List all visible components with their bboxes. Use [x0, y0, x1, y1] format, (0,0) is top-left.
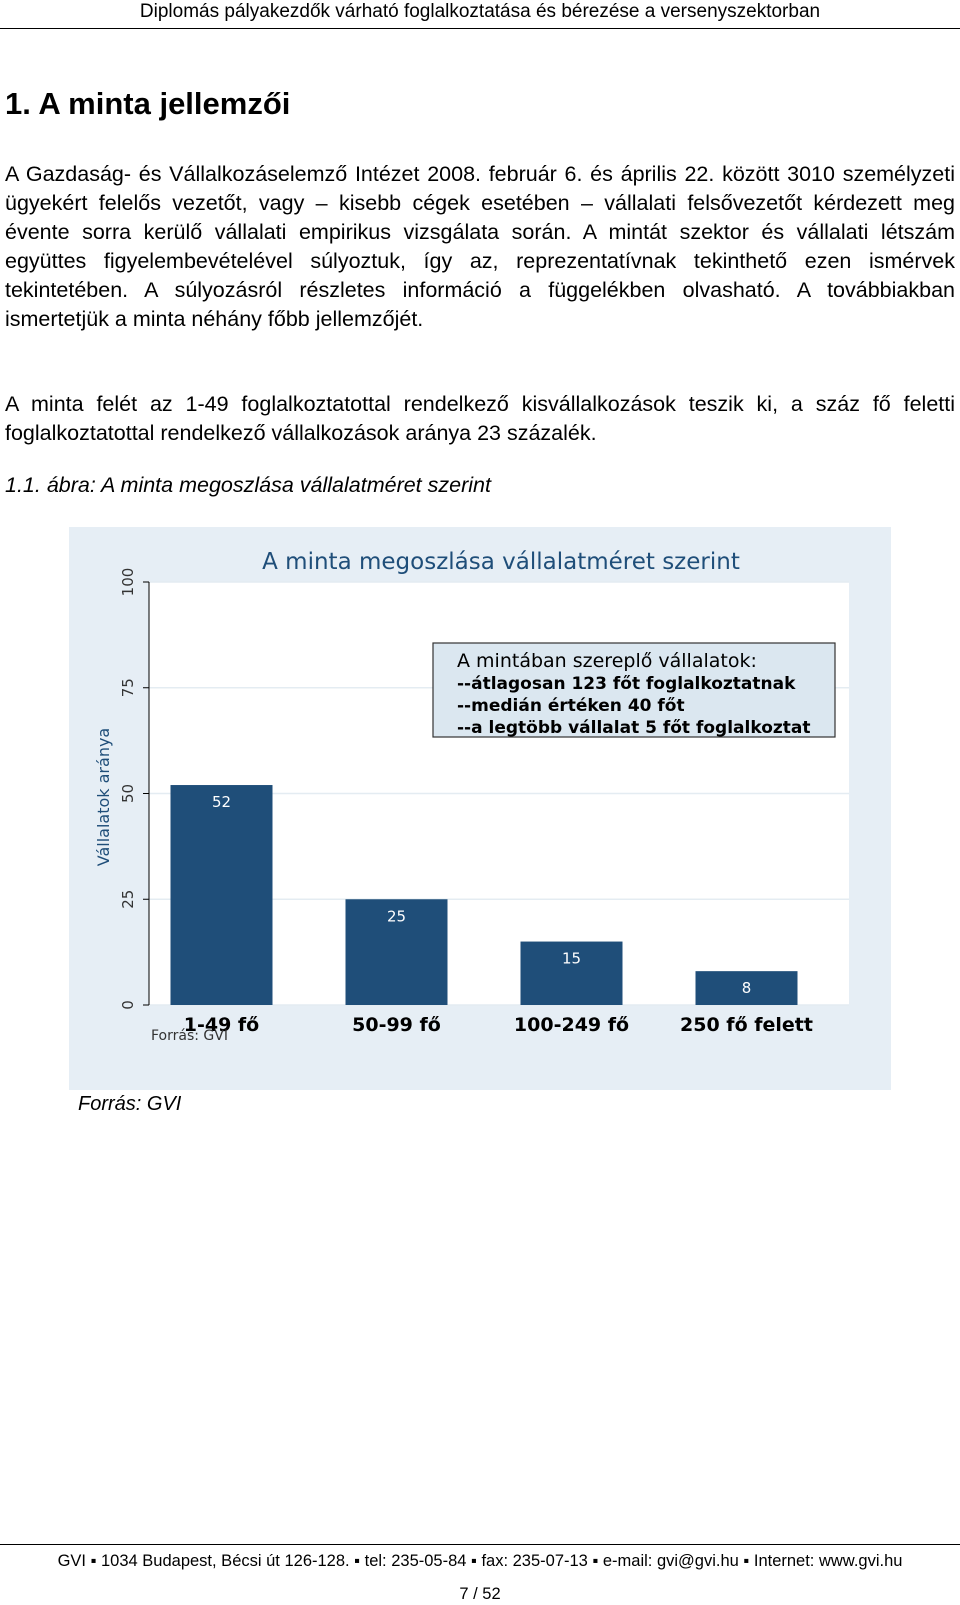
bar-data-label: 52 [211, 793, 232, 812]
chart-svg [69, 527, 891, 1090]
y-tick-label: 0 [119, 1000, 137, 1010]
chart-source-note: Forrás: GVI [151, 1028, 228, 1044]
y-tick-label: 25 [119, 889, 137, 909]
paragraph-1: A Gazdaság- és Vállalkozáselemző Intézet 2008. február 6. és április 22. között 3010 személyzeti ügyekért felelős vezetőt, vagy – kisebb cégek esetében – vállalati felsővezetőt kérdezett meg évente sorra kerülő vállalati empirikus vizsgálata során. A mintát szektor és vállalati létszám együttes figyelembevételével súlyoztuk, így az, reprezentatívnak tekinthető ezen ismérvek tekintetében. A súlyozásról részletes információ a függelékben olvasható. A továbbiakban ismertetjük a minta néhány főbb jellemzőjét. [5, 162, 955, 331]
y-tick-label: 50 [119, 783, 137, 804]
x-category-label: 50-99 fő [352, 1014, 441, 1036]
annotation-line-1: A mintában szereplő vállalatok: [457, 650, 757, 672]
y-tick-label: 75 [119, 678, 137, 698]
bar [171, 785, 273, 1005]
annotation-line-2: --átlagosan 123 főt foglalkoztatnak [457, 674, 796, 694]
running-header: Diplomás pályakezdők várható foglalkoztatása és bérezése a versenyszektorban [0, 0, 960, 29]
y-tick-label: 100 [119, 567, 137, 597]
page-number: 7 / 52 [459, 1585, 501, 1603]
section-title: 1. A minta jellemzői [5, 86, 291, 121]
chart-title: A minta megoszlása vállalatméret szerint [262, 549, 740, 575]
figure-caption: 1.1. ábra: A minta megoszlása vállalatméret szerint [5, 473, 491, 497]
paragraph-2: A minta felét az 1-49 foglalkoztatottal rendelkező kisvállalkozások teszik ki, a száz fő feletti foglalkoztatottal rendelkező vállalkozások aránya 23 százalék. [5, 392, 955, 445]
bar-data-label: 8 [741, 979, 752, 998]
x-category-label: 100-249 fő [513, 1014, 630, 1036]
annotation-line-4: --a legtöbb vállalat 5 főt foglalkoztat [457, 718, 811, 738]
x-category-label: 250 fő felett [680, 1014, 813, 1036]
bar-data-label: 15 [561, 949, 582, 968]
annotation-line-3: --medián értéken 40 főt [457, 696, 685, 716]
x-category-label: 1-49 fő [183, 1014, 260, 1036]
y-axis-label: Vállalatok aránya [94, 727, 113, 867]
figure-source: Forrás: GVI [78, 1093, 182, 1115]
annotation-box [433, 643, 835, 738]
bar-chart [69, 527, 891, 1090]
bar-data-label: 25 [386, 907, 407, 926]
page-footer: GVI ▪ 1034 Budapest, Bécsi út 126-128. ▪ tel: 235-05-84 ▪ fax: 235-07-13 ▪ e-mail: gvi@gvi.hu ▪ Internet: www.gvi.hu [0, 1544, 960, 1571]
